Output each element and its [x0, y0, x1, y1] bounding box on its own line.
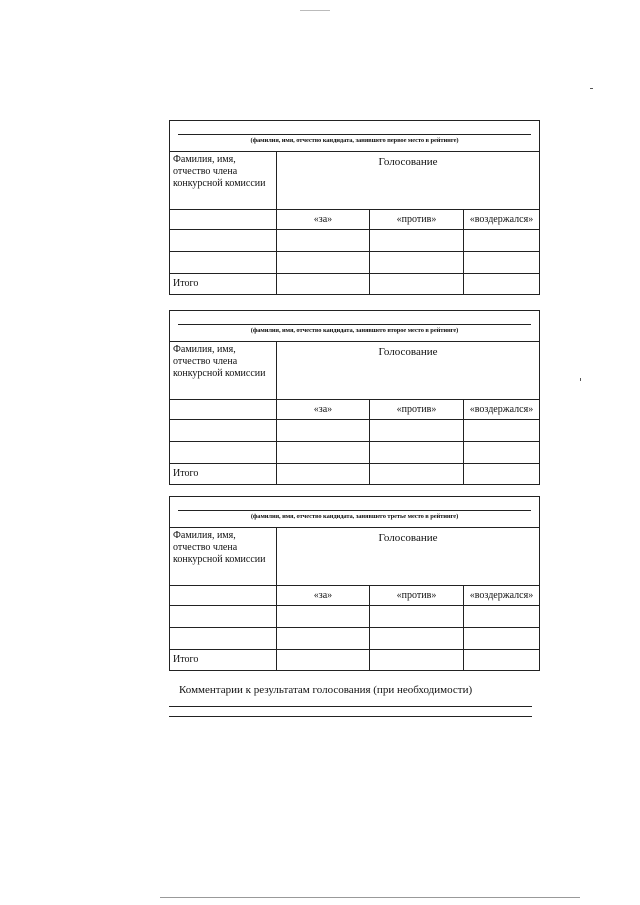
table-cell [370, 274, 464, 294]
table-cell [277, 274, 370, 294]
against-column-header: «против» [370, 586, 464, 606]
comments-line-1 [169, 706, 532, 707]
for-column-header: «за» [277, 586, 370, 606]
scan-speck [160, 897, 580, 898]
voting-table-third-place [169, 496, 540, 671]
table-cell [170, 628, 277, 650]
table-cell [464, 628, 539, 650]
total-label: Итого [170, 650, 277, 670]
candidate-caption: (фамилия, имя, отчество кандидата, занявшего первое место в рейтинге) [250, 137, 459, 144]
voting-grid [170, 342, 539, 464]
table-cell [464, 230, 539, 252]
total-row [170, 650, 539, 670]
candidate-caption-row [170, 311, 539, 342]
table-cell [464, 606, 539, 628]
member-name-header: Фамилия, имя, отчество члена конкурсной комиссии [170, 152, 277, 210]
candidate-name-line [178, 324, 531, 325]
scan-speck [580, 378, 581, 381]
abstain-column-header: «воздержался» [464, 400, 539, 420]
table-cell [370, 442, 464, 464]
candidate-name-line [178, 134, 531, 135]
scan-speck [300, 10, 330, 11]
table-cell [170, 420, 277, 442]
table-cell [464, 650, 539, 670]
scan-speck [590, 88, 593, 89]
table-cell [170, 442, 277, 464]
table-cell [370, 464, 464, 484]
table-cell [464, 442, 539, 464]
table-cell [370, 650, 464, 670]
abstain-column-header: «воздержался» [464, 586, 539, 606]
comments-label: Комментарии к результатам голосования (при необходимости) [179, 684, 473, 696]
voting-table-second-place [169, 310, 540, 485]
table-cell [370, 628, 464, 650]
table-cell [370, 230, 464, 252]
candidate-name-line [178, 510, 531, 511]
table-cell [277, 252, 370, 274]
for-column-header: «за» [277, 400, 370, 420]
total-row [170, 464, 539, 484]
table-cell [277, 420, 370, 442]
table-cell [170, 252, 277, 274]
candidate-caption: (фамилия, имя, отчество кандидата, занявшего второе место в рейтинге) [250, 327, 459, 334]
against-column-header: «против» [370, 210, 464, 230]
table-cell [370, 420, 464, 442]
candidate-caption-row [170, 497, 539, 528]
member-name-header: Фамилия, имя, отчество члена конкурсной комиссии [170, 528, 277, 586]
table-cell [370, 252, 464, 274]
table-cell [277, 650, 370, 670]
voting-grid [170, 152, 539, 274]
table-cell [464, 420, 539, 442]
table-cell [370, 606, 464, 628]
table-cell [277, 628, 370, 650]
table-cell [464, 464, 539, 484]
voting-header: Голосование [277, 528, 539, 586]
table-cell [464, 274, 539, 294]
voting-header: Голосование [277, 342, 539, 400]
voting-table-first-place [169, 120, 540, 295]
candidate-caption-row [170, 121, 539, 152]
table-cell [277, 442, 370, 464]
table-cell [170, 230, 277, 252]
table-cell [464, 252, 539, 274]
total-label: Итого [170, 274, 277, 294]
comments-line-2 [169, 716, 532, 717]
name-subcell [170, 210, 277, 230]
total-label: Итого [170, 464, 277, 484]
name-subcell [170, 586, 277, 606]
table-cell [170, 606, 277, 628]
table-cell [277, 464, 370, 484]
abstain-column-header: «воздержался» [464, 210, 539, 230]
voting-grid [170, 528, 539, 650]
table-cell [277, 606, 370, 628]
member-name-header: Фамилия, имя, отчество члена конкурсной комиссии [170, 342, 277, 400]
for-column-header: «за» [277, 210, 370, 230]
table-cell [277, 230, 370, 252]
name-subcell [170, 400, 277, 420]
voting-header: Голосование [277, 152, 539, 210]
total-row [170, 274, 539, 294]
candidate-caption: (фамилия, имя, отчество кандидата, занявшего третье место в рейтинге) [250, 513, 459, 520]
against-column-header: «против» [370, 400, 464, 420]
